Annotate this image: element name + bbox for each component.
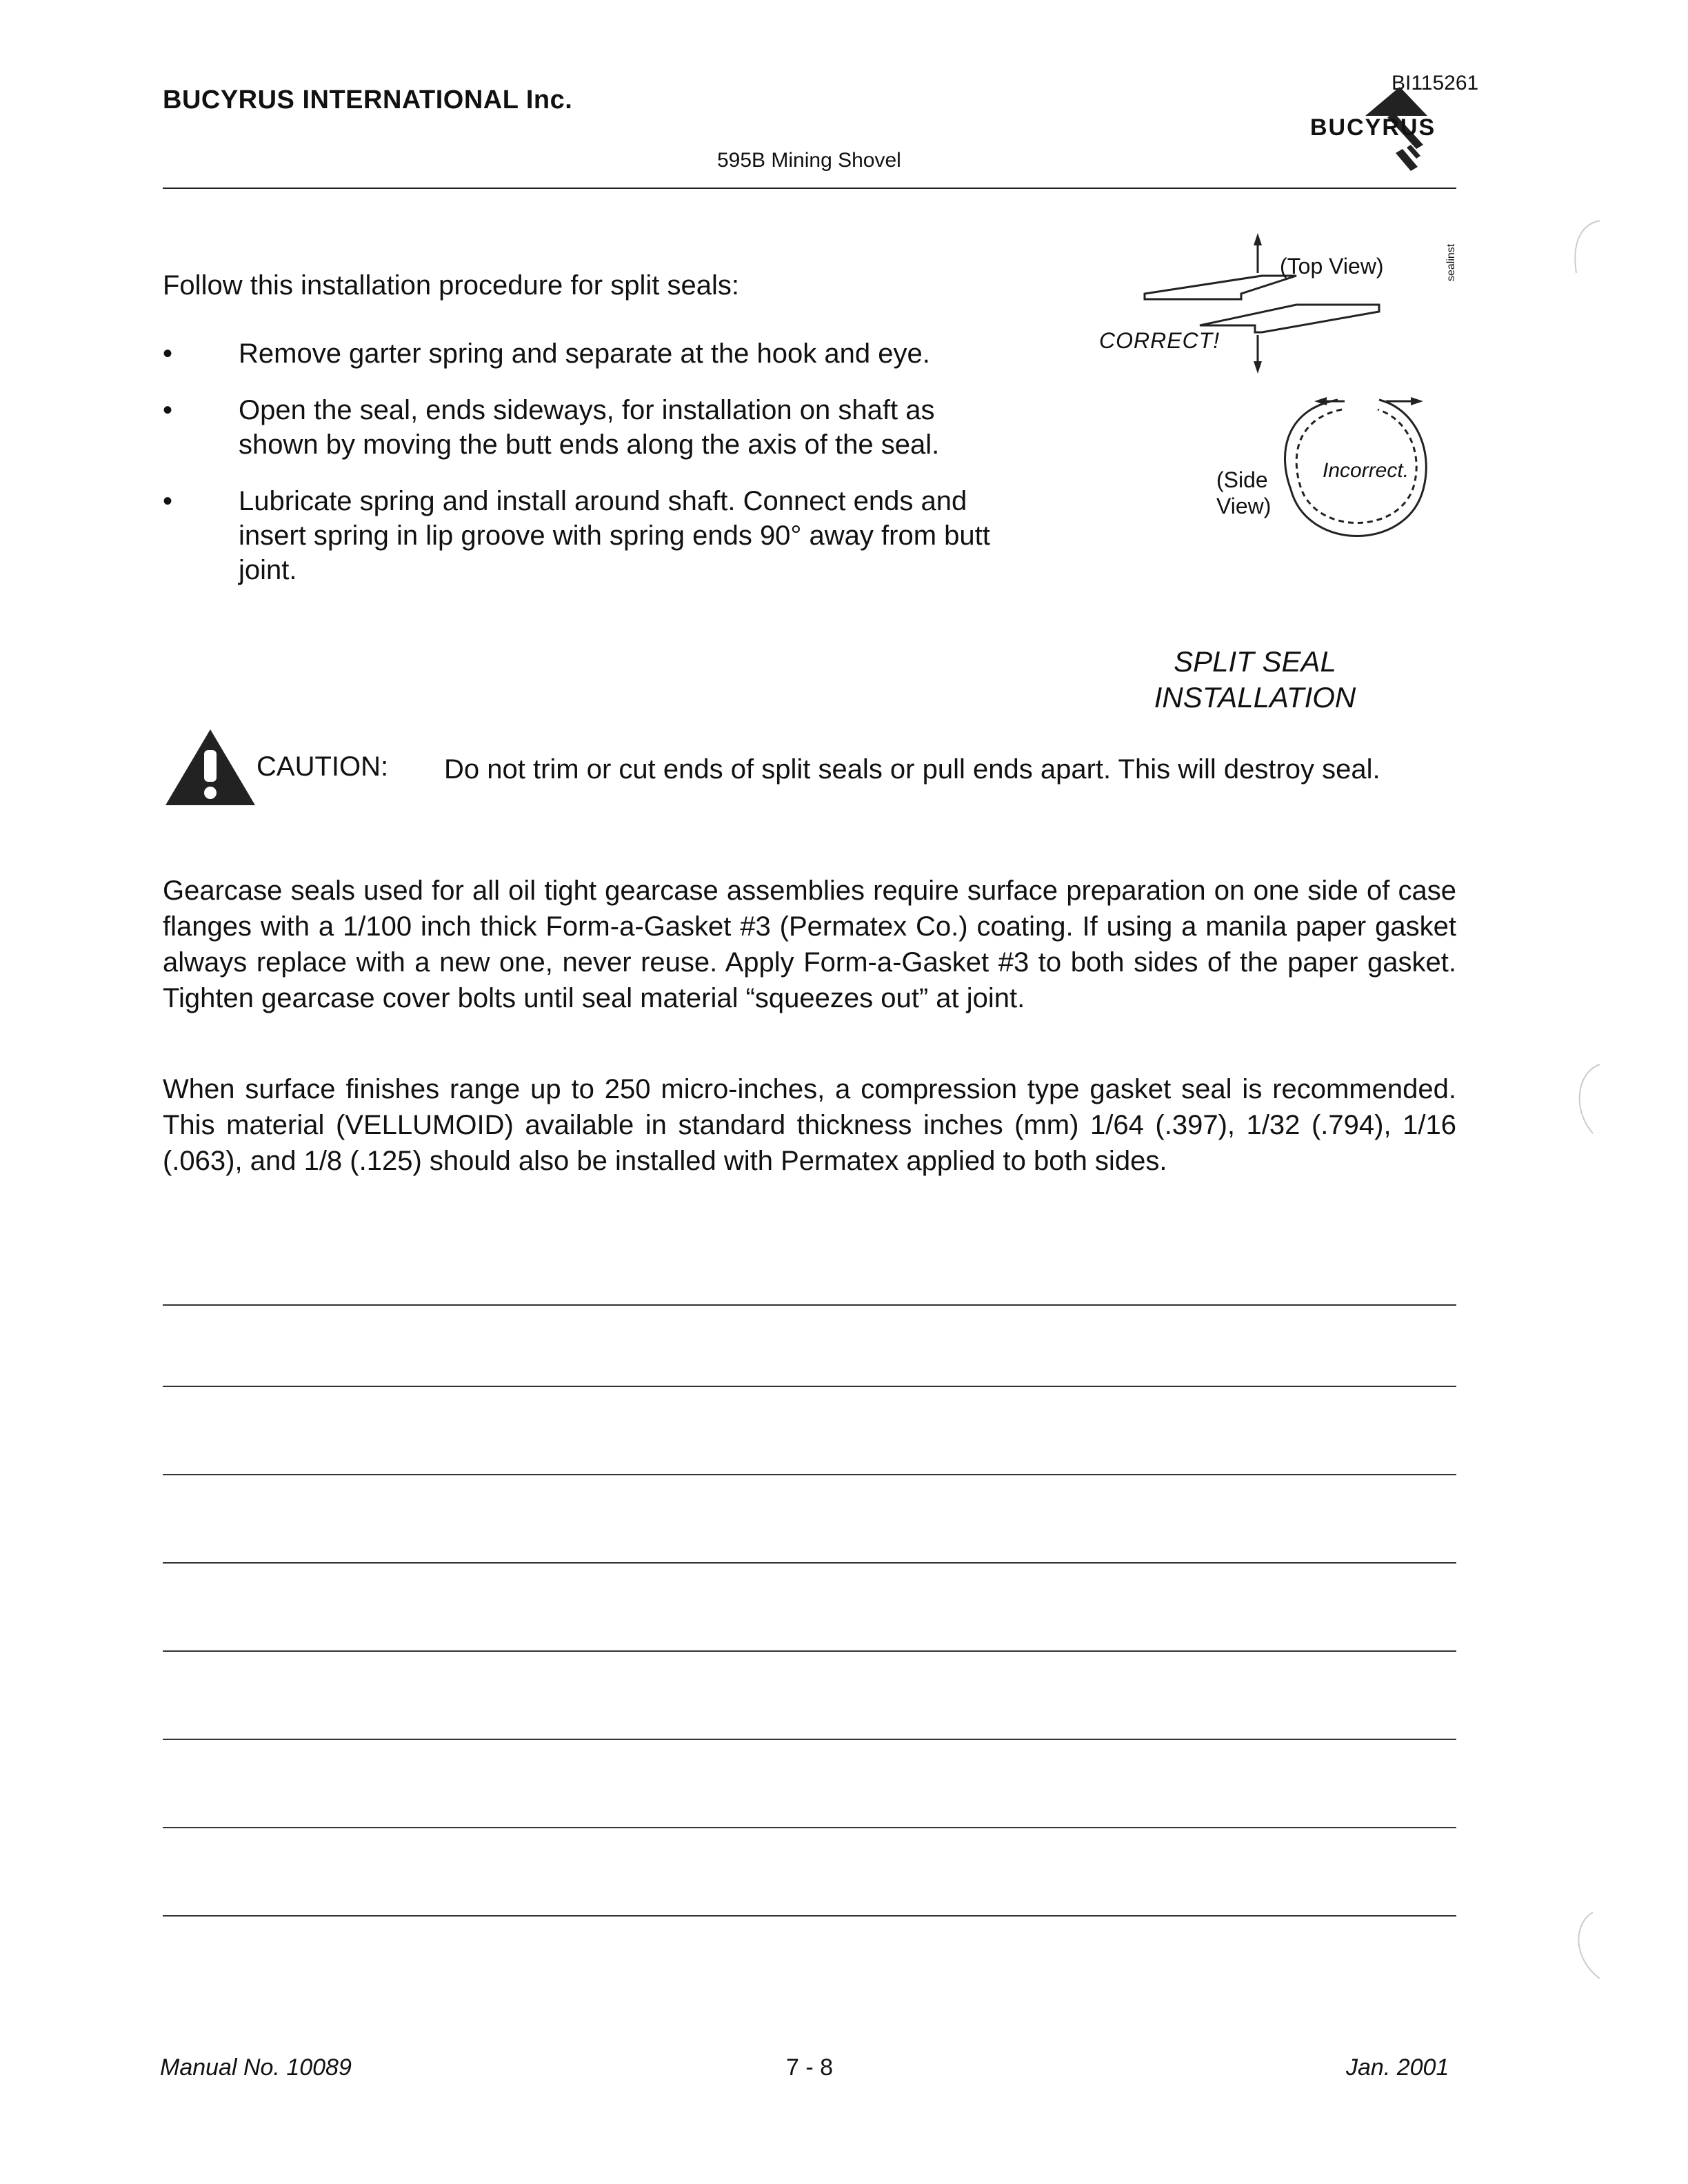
- side-view-label: View): [1216, 494, 1272, 518]
- company-name: BUCYRUS INTERNATIONAL Inc.: [163, 85, 573, 114]
- incorrect-label: Incorrect.: [1323, 459, 1409, 482]
- side-view-label: (Side: [1216, 467, 1268, 492]
- note-line: [163, 1474, 1456, 1475]
- caution-text: Do not trim or cut ends of split seals or pull ends apart. This will destroy seal.: [444, 754, 1380, 785]
- instruction-list: [163, 336, 990, 609]
- header-divider: [163, 188, 1456, 189]
- top-view-seal-drawing: [1145, 276, 1379, 332]
- manual-number: Manual No. 10089: [160, 2054, 352, 2081]
- paragraph: When surface finishes range up to 250 micro-inches, a compression type gasket seal is recommended. This material (VELLUMOID) available in standard thickness inches (mm) 1/64 (.397), 1/32 (.794), 1/16 (.063), and 1/8 (.125) should also be installed with Permatex applied to both sides.: [163, 1074, 1456, 1176]
- list-item-text: Remove garter spring and separate at the hook and eye.: [239, 338, 930, 369]
- note-line: [163, 1650, 1456, 1652]
- bullet-icon: •: [163, 338, 173, 369]
- publication-date: Jan. 2001: [1346, 2054, 1449, 2081]
- page-number: 7 - 8: [786, 2054, 834, 2081]
- logo-wordmark: BUCYRUS: [1310, 114, 1436, 141]
- figure-caption-line: INSTALLATION: [1154, 681, 1356, 714]
- note-line: [163, 1386, 1456, 1387]
- list-item: [163, 393, 990, 462]
- caution-label: CAUTION:: [257, 751, 389, 782]
- correct-label: CORRECT!: [1099, 328, 1220, 353]
- top-view-label: (Top View): [1280, 254, 1384, 279]
- figure-code-label: sealinst: [1445, 243, 1457, 281]
- list-item-text: Lubricate spring and install around shaft. Connect ends and insert spring in lip groove with spring ends 90° away from butt joint.: [239, 486, 990, 585]
- note-line: [163, 1562, 1456, 1564]
- list-item: [163, 336, 990, 371]
- binder-hole-mark: [1565, 218, 1607, 287]
- list-item: [163, 484, 990, 587]
- bullet-icon: •: [163, 395, 173, 425]
- binder-hole-mark: [1565, 1062, 1607, 1138]
- figure-caption: [1103, 644, 1407, 716]
- document-subtitle: 595B Mining Shovel: [717, 149, 901, 172]
- figure-caption-line: SPLIT SEAL: [1174, 645, 1336, 678]
- paragraph: Gearcase seals used for all oil tight gearcase assemblies require surface preparation on one side of case flanges with a 1/100 inch thick Form-a-Gasket #3 (Permatex Co.) coating. If using a manila paper gasket always replace with a new one, never reuse. Apply Form-a-Gasket #3 to both sides of the paper gasket. Tighten gearcase cover bolts until seal material “squeezes out” at joint.: [163, 876, 1456, 1013]
- note-line: [163, 1827, 1456, 1828]
- list-item-text: Open the seal, ends sideways, for installation on shaft as shown by moving the butt ends along the axis of the seal.: [239, 395, 940, 460]
- split-seal-diagram: [1089, 228, 1462, 558]
- note-line: [163, 1304, 1456, 1306]
- warning-icon: [163, 727, 258, 808]
- note-line: [163, 1915, 1456, 1917]
- document-number: BI115261: [1391, 72, 1479, 94]
- note-line: [163, 1739, 1456, 1740]
- bullet-icon: •: [163, 486, 173, 516]
- binder-hole-mark: [1565, 1910, 1607, 1985]
- intro-text: Follow this installation procedure for split seals:: [163, 270, 739, 301]
